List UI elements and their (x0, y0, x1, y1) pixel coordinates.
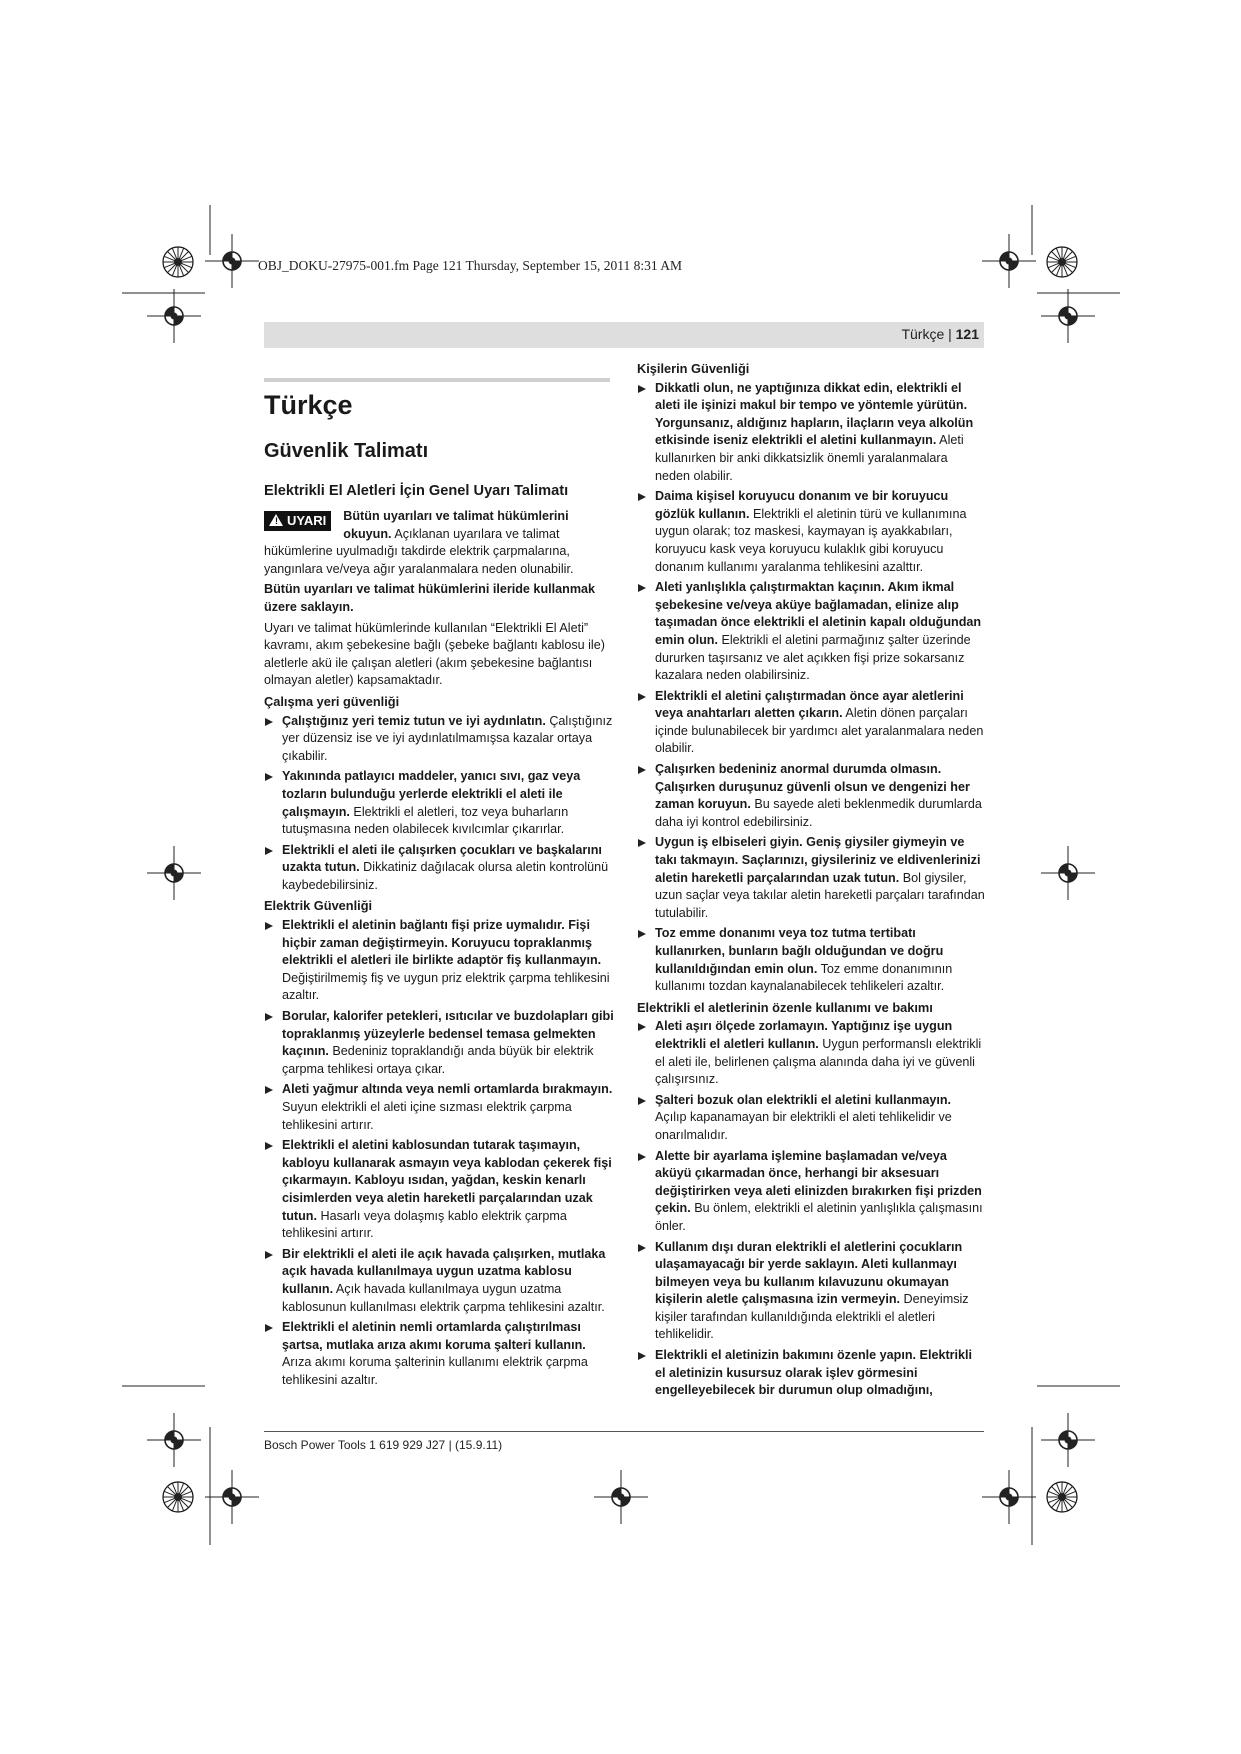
warning-badge (264, 511, 331, 531)
list-item (264, 917, 616, 1005)
bullet-arrow-icon (638, 385, 646, 393)
list-item-bold: Şalteri bozuk olan elektrikli el aletini kullanmayın. (655, 1092, 952, 1107)
list-item-text: Çalıştığınız yer düzensiz ise ve iyi aydınlatılmamışsa kazalar ortaya çıkabilir. (282, 713, 613, 763)
list-item-bold: Uygun iş elbiseleri giyin. Geniş giysiler giymeyin ve takı takmayın. Saçlarınızı, giysileriniz ve eldivenlerinizi aletin hareketli parçalarından uzak tutun. (655, 835, 981, 885)
page-title: Türkçe (264, 390, 353, 420)
list-item-bold: Elektrikli el aletini kablosundan tutarak taşımayın, kabloyu kullanarak asmayın veya kablodan çekerek fişi çıkarmayın. Kabloyu ısıdan, yağdan, keskin kenarlı cisimlerden veya aletin hareketli parçalarından uzak tutun. (282, 1138, 612, 1223)
running-header (901, 326, 979, 342)
tool-use-list (637, 1018, 985, 1399)
list-item-bold: Aleti aşırı ölçede zorlamayın. Yaptığınız işe uygun elektrikli el aletleri kullanın. (655, 1019, 953, 1051)
bullet-arrow-icon (265, 1013, 273, 1021)
definition-paragraph: Uyarı ve talimat hükümlerinde kullanılan “Elektrikli El Aleti” kavramı, akım şebekesine bağlı (şebeke bağlantı kablosu ile) aletlerle akü ile çalışan aletleri (akım şebekesine bağlantısı olmayan aletler) kapsamaktadır. (264, 620, 605, 688)
list-item-text: Deneyimsiz kişiler tarafından kullanıldığında elektrikli el aletleri tehlikelidir. (655, 1292, 969, 1342)
list-item-text: Açılıp kapanamayan bir elektrikli el aleti tehlikelidir ve onarılmalıdır. (655, 1110, 952, 1142)
list-item-bold: Yakınında patlayıcı maddeler, yanıcı sıvı, gaz veya tozların bulunduğu yerlerde elektrikli el aleti ile çalışmayın. (282, 769, 581, 819)
bullet-arrow-icon (265, 1324, 273, 1332)
list-item-text: Açık havada kullanılmaya uygun uzatma kablosunun kullanılması elektrik çarpma tehlikesini azaltır. (282, 1281, 605, 1314)
bullet-arrow-icon (638, 1244, 646, 1252)
list-item-text: Elektrikli el aletinin türü ve kullanımına uygun olarak; toz maskesi, kaymayan iş ayakkabıları, koruyucu kask veya koruyucu kulaklık gibi koruyucu donanım kullanımı yaralanma tehlikesini azalttır. (655, 506, 967, 574)
bullet-arrow-icon (638, 693, 646, 701)
title-rule (264, 378, 610, 382)
footer-rule (264, 1431, 984, 1432)
bullet-arrow-icon (265, 1251, 273, 1259)
bullet-arrow-icon (638, 1153, 646, 1161)
bullet-arrow-icon (265, 773, 273, 781)
bullet-arrow-icon (638, 766, 646, 774)
keep-instructions: Bütün uyarıları ve talimat hükümlerini ileride kullanmak üzere saklayın. (264, 582, 596, 614)
list-item-text: Bu sayede aleti beklenmedik durumlarda daha iyi kontrol edebilirsiniz. (655, 797, 982, 829)
work-area-list (264, 713, 616, 895)
personal-safety-heading: Kişilerin Güvenliği (637, 361, 750, 376)
list-item-text: Suyun elektrikli el aleti içine sızması elektrik çarpma tehlikesini artırır. (282, 1100, 572, 1132)
list-item-bold: Elektrikli el aletinizin bakımını özenle yapın. Elektrikli el aletinizin kusursuz olarak işlev görmesini engelleyebilecek bir durumun olup olmadığını, (655, 1348, 973, 1398)
bullet-arrow-icon (265, 847, 273, 855)
list-item-text: Aleti kullanırken bir anki dikkatsizlik önemli yaralanmalara neden olabilir. (655, 433, 964, 483)
intro-bold: Bütün uyarıları ve talimat hükümlerini okuyun. (343, 509, 569, 541)
list-item-bold: Elektrikli el aletinin nemli ortamlarda çalıştırılması şartsa, mutlaka arıza akımı koruma şalteri kullanın. (282, 1320, 586, 1352)
bullet-arrow-icon (265, 1086, 273, 1094)
bullet-arrow-icon (638, 493, 646, 501)
warning-label: UYARI (287, 513, 327, 528)
list-item-text: Bedeniniz topraklandığı anda büyük bir elektrik çarpma tehlikesi ortaya çıkar. (282, 1044, 594, 1076)
general-warnings-heading: Elektrikli El Aletleri İçin Genel Uyarı Talimatı (264, 483, 569, 499)
bullet-arrow-icon (638, 584, 646, 592)
list-item (637, 688, 985, 758)
personal-safety-list (637, 380, 985, 996)
list-item (637, 1092, 985, 1145)
list-item-bold: Borular, kalorifer petekleri, ısıtıcılar ve buzdolapları gibi topraklanmış yüzeylerle bedensel temasa gelmekten kaçının. (282, 1009, 614, 1059)
list-item (637, 1239, 985, 1345)
list-item (637, 1148, 985, 1236)
intro-paragraph (264, 508, 616, 578)
list-item-text: Arıza akımı koruma şalterinin kullanımı elektrik çarpma tehlikesini azaltır. (282, 1355, 588, 1387)
list-item-text: Dikkatiniz dağılacak olursa aletin kontrolünü kaybedebilirsiniz. (282, 860, 609, 892)
list-item (264, 1081, 616, 1134)
list-item (637, 1018, 985, 1088)
list-item (264, 1137, 616, 1243)
list-item-text: Uygun performanslı elektrikli el aleti ile, belirlenen çalışma alanında daha iyi ve güvenli çalışırsınız. (655, 1036, 982, 1087)
bullet-arrow-icon (638, 1097, 646, 1105)
bullet-arrow-icon (265, 922, 273, 930)
list-item (637, 579, 985, 685)
list-item-bold: Çalışırken bedeniniz anormal durumda olmasın. Çalışırken duruşunuz güvenli olsun ve dengenizi her zaman koruyun. (655, 762, 970, 812)
list-item-text: Bol giysiler, uzun saçlar veya takılar aletin hareketli parçaları tarafından tutulabilir. (655, 870, 985, 920)
list-item-bold: Kullanım dışı duran elektrikli el aletlerini çocukların ulaşamayacağı bir yerde saklayın. Aleti kullanmayı bilmeyen veya bu kullanım kılavuzunu okumayan kişilerin aletle çalışmasına izin vermeyin. (655, 1239, 963, 1307)
bullet-arrow-icon (638, 1023, 646, 1031)
list-item (637, 834, 985, 922)
list-item (637, 488, 985, 576)
work-area-heading: Çalışma yeri güvenliği (264, 693, 400, 709)
list-item-bold: Aleti yanlışlıkla çalıştırmaktan kaçının. Akım ikmal şebekesine ve/veya aküye bağlamadan, elinize alıp taşımadan önce elektrikli el aletinin kapalı olduğundan emin olun. (655, 580, 982, 647)
list-item (264, 842, 616, 895)
footer-text: Bosch Power Tools 1 619 929 J27 | (15.9.11) (264, 1438, 503, 1452)
bullet-arrow-icon (265, 718, 273, 726)
list-item-bold: Aleti yağmur altında veya nemli ortamlarda bırakmayın. (282, 1082, 613, 1097)
warning-icon: ! (269, 514, 283, 526)
list-item (637, 380, 985, 486)
header-bar (264, 322, 984, 348)
bullet-arrow-icon (638, 839, 646, 847)
list-item-bold: Dikkatli olun, ne yaptığınıza dikkat edin, elektrikli el aleti ile işinizi makul bir tempo ve yöntemle yürütün. Yorgunsanız, aldığınız hapların, ilaçların veya alkolün etkisinde iseniz elektrikli el aletini kullanmayın. (655, 380, 974, 448)
bullet-arrow-icon (265, 1142, 273, 1150)
tool-use-heading: Elektrikli el aletlerinin özenle kullanımı ve bakımı (637, 999, 933, 1015)
list-item-bold: Toz emme donanımı veya toz tutma tertibatı kullanırken, bunların bağlı olduğundan ve doğru kullanıldığından emin olun. (655, 926, 944, 976)
list-item (637, 761, 985, 831)
list-item (637, 925, 985, 995)
electrical-list (264, 917, 616, 1389)
page-number: 121 (955, 326, 979, 342)
list-item-bold: Elektrikli el aletini çalıştırmadan önce ayar aletlerini veya anahtarları aletten çıkarın. (655, 688, 964, 721)
list-item-text: Elektrikli el aletini parmağınız şalter üzerinde dururken taşırsanız ve alet açıkken fişi prize sokarsanız kazalara neden olabilirsiniz. (655, 632, 971, 683)
list-item-text: Toz emme donanımının kullanımı tozdan kaynalanabilecek tehlikeleri azaltır. (655, 961, 953, 994)
right-column (637, 357, 985, 1403)
list-item-text: Aletin dönen parçaları içinde bulunabilecek bir yardımcı alet yaralanmalara neden olabilir. (655, 706, 984, 756)
list-item-bold: Daima kişisel koruyucu donanım ve bir koruyucu gözlük kullanın. (655, 489, 949, 521)
left-column (264, 378, 616, 1393)
bullet-arrow-icon (638, 1352, 646, 1360)
list-item (264, 1246, 616, 1316)
bullet-arrow-icon (638, 930, 646, 938)
list-item-bold: Elektrikli el aleti ile çalışırken çocukları ve başkalarını uzakta tutun. (282, 842, 602, 875)
list-item (637, 1347, 985, 1400)
electrical-heading: Elektrik Güvenliği (264, 898, 373, 914)
list-item-bold: Çalıştığınız yeri temiz tutun ve iyi aydınlatın. (282, 713, 546, 728)
list-item (264, 768, 616, 838)
section-title: Güvenlik Talimatı (264, 440, 429, 462)
list-item (264, 1008, 616, 1078)
header-language: Türkçe | (901, 326, 956, 342)
list-item-bold: Alette bir ayarlama işlemine başlamadan ve/veya aküyü çıkarmadan önce, herhangi bir aksesuarı değiştirirken veya aleti elinizden bırakırken fişi prizden çekin. (655, 1148, 982, 1216)
list-item (264, 713, 616, 766)
list-item (264, 1319, 616, 1389)
intro-text: Açıklanan uyarılara ve talimat hükümlerine uyulmadığı takdirde elektrik çarpmalarına, yangınlara ve/veya ağır yaralanmalara neden olunabilir. (264, 526, 574, 576)
list-item-text: Elektrikli el aletleri, toz veya buharların tutuşmasına neden olabilecek kıvılcımlar çıkarırlar. (282, 804, 569, 837)
list-item-bold: Bir elektrikli el aleti ile açık havada çalışırken, mutlaka açık havada kullanılmaya uygun uzatma kablosu kullanın. (282, 1246, 606, 1296)
print-slug: OBJ_DOKU-27975-001.fm Page 121 Thursday, September 15, 2011 8:31 AM (258, 258, 682, 273)
list-item-text: Bu önlem, elektrikli el aletinin yanlışlıkla çalışmasını önler. (655, 1201, 983, 1233)
list-item-bold: Elektrikli el aletinin bağlantı fişi prize uymalıdır. Fişi hiçbir zaman değiştirmeyin. Koruyucu topraklanmış elektrikli el aletleri ile birlikte adaptör fiş kullanmayın. (282, 918, 602, 968)
list-item-text: Değiştirilmemiş fiş ve uygun priz elektrik çarpma tehlikesini azaltır. (282, 970, 610, 1003)
list-item-text: Hasarlı veya dolaşmış kablo elektrik çarpma tehlikesini artırır. (282, 1208, 567, 1241)
